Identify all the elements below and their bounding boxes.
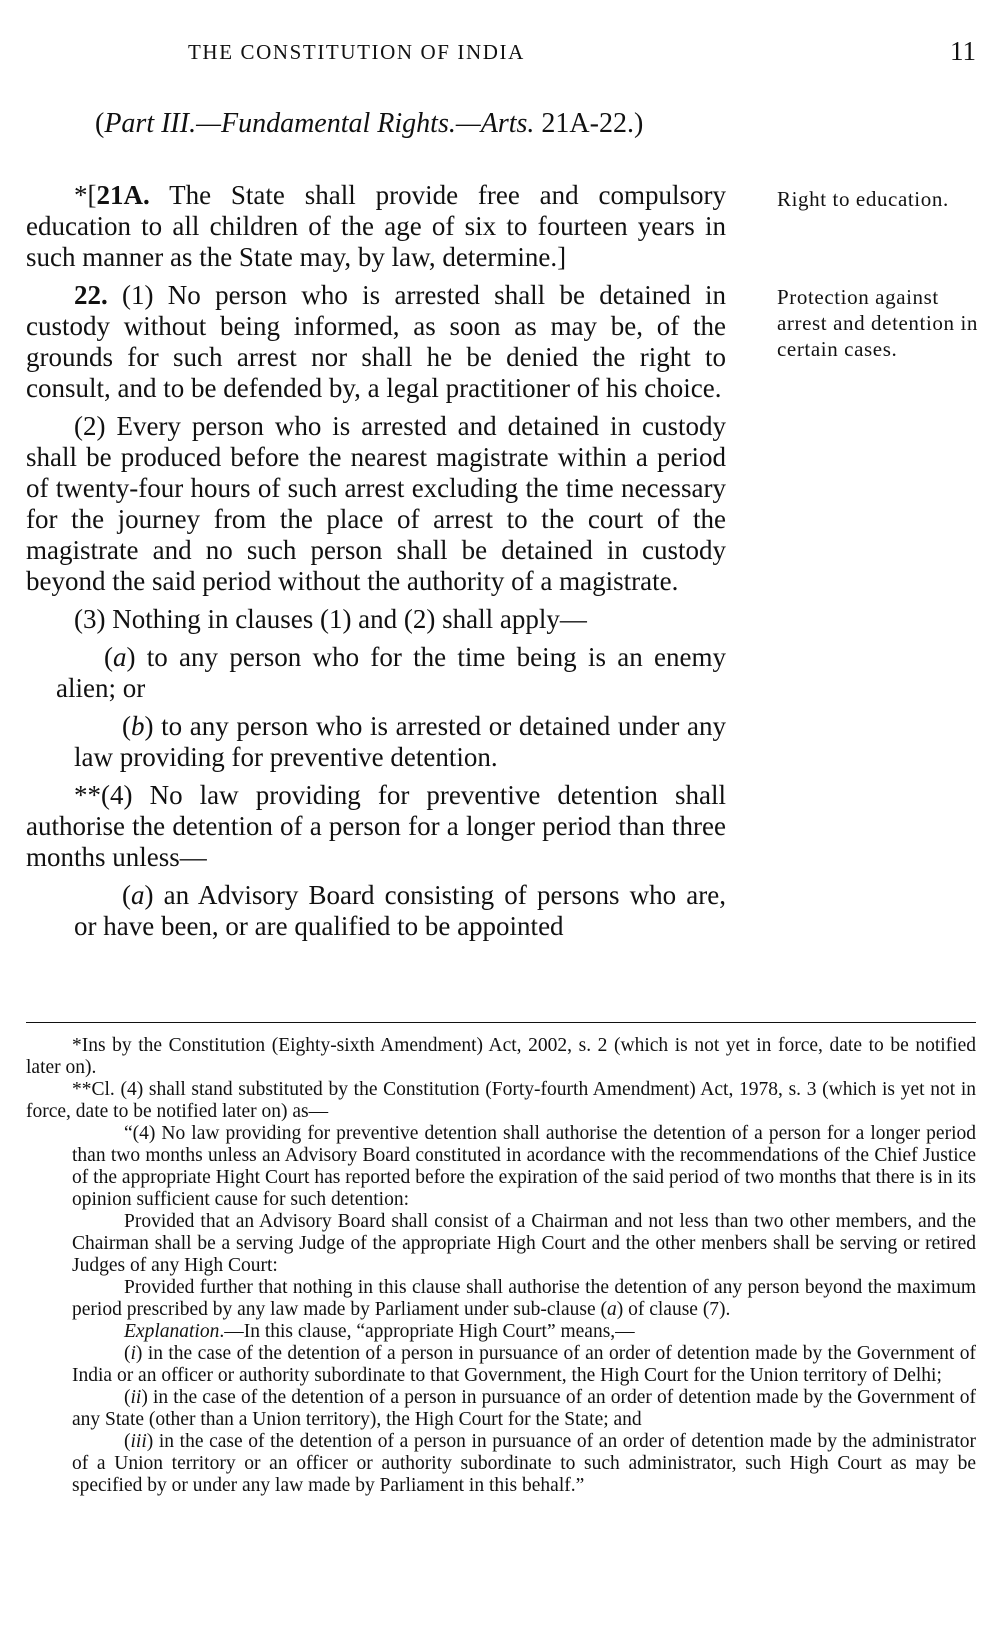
article-21a-number: 21A.	[96, 180, 150, 210]
item-iii-text: ) in the case of the detention of a person in pursuance of an order of detention made by the administrator of a Union territory or an officer or authority subordinate to such administrator, such High Court as may be specified by or under any law made by Parliament in this behalf.”	[72, 1431, 976, 1496]
clause-4-a-label: a	[131, 880, 145, 910]
second-proviso-before: Provided further that nothing in this clause shall authorise the detention of any person beyond the maximum period prescribed by any law made by Parliament under sub-clause (	[72, 1277, 976, 1320]
explanation	[72, 1321, 976, 1343]
article-21a-text: The State shall provide free and compulsory education to all children of the age of six to fourteen years in such manner as the State may, by law, determine.]	[26, 180, 726, 272]
clause-3-b-label: b	[131, 711, 145, 741]
clause-3-a-text: ) to any person who for the time being is an enemy alien; or	[56, 642, 726, 703]
second-proviso	[72, 1277, 976, 1321]
clause-3-a: (a) to any person who for the time being is an enemy alien; or	[56, 642, 726, 703]
article-22-clause-3: (3) Nothing in clauses (1) and (2) shall apply—	[74, 604, 587, 634]
explanation-item-iii: (iii) in the case of the detention of a person in pursuance of an order of detention made by the administrator of a Union territory or an officer or authority subordinate to such administrator, such High Court as may be specified by or under any law made by Parliament in this behalf.”	[72, 1431, 976, 1496]
clause-4-a: (a) an Advisory Board consisting of persons who are, or have been, or are qualified to be appointed	[74, 880, 726, 941]
footnotes	[26, 1035, 976, 1497]
explanation-item-ii: (ii) in the case of the detention of a person in pursuance of an order of detention made by the Government of any State (other than a Union territory), the High Court for the State; and	[72, 1387, 976, 1430]
clause-1-text: (1) No person who is arrested shall be detained in custody without being informed, as soon as may be, of the grounds for such arrest nor shall he be denied the right to consult, and to be defended by, a legal practitioner of his choice.	[26, 280, 726, 403]
explanation-label: Explanation	[124, 1321, 220, 1342]
clause-3-b-text: ) to any person who is arrested or detained under any law providing for preventive detention.	[74, 711, 726, 772]
margin-note-21a: Right to education.	[777, 187, 949, 211]
article-22-clause-2: (2) Every person who is arrested and detained in custody shall be produced before the nearest magistrate within a period of twenty-four hours of such arrest excluding the time necessary for the journey from the place of arrest to the court of the magistrate and no such person shall be detained in custody beyond the said period without the authority of a magistrate.	[26, 411, 726, 596]
clause-4-a-text: ) an Advisory Board consisting of persons who are, or have been, or are qualified to be appointed	[74, 880, 726, 941]
part-heading-italic: Part III.—Fundamental Rights.—Arts.	[104, 108, 535, 139]
explanation-item-i: (i) in the case of the detention of a person in pursuance of an order of detention made by the Government of India or an officer or authority subordinate to that Government, the High Court for the Union territory of Delhi;	[72, 1343, 976, 1386]
main-text-column	[26, 180, 726, 949]
explanation-text: .—In this clause, “appropriate High Court” means,—	[219, 1321, 635, 1342]
footnote-2: **Cl. (4) shall stand substituted by the Constitution (Forty-fourth Amendment) Act, 1978, s. 3 (which is yet not in force, date to be notified later on) as—	[26, 1079, 976, 1122]
article-22-number: 22.	[74, 280, 108, 310]
page-number: 11	[950, 36, 976, 66]
item-ii-text: ) in the case of the detention of a person in pursuance of an order of detention made by the Government of any State (other than a Union territory), the High Court for the State; and	[72, 1387, 976, 1430]
second-proviso-a: a	[606, 1299, 617, 1320]
article-22-clause-4: **(4) No law providing for preventive detention shall authorise the detention of a person for a longer period than three months unless—	[26, 780, 726, 872]
clause-3-b: (b) to any person who is arrested or detained under any law providing for preventive detention.	[74, 711, 726, 772]
article-22-clause-1	[26, 280, 726, 404]
margin-note-22: Protection against arrest and detention in certain cases.	[777, 285, 978, 361]
item-ii-label: ii	[130, 1387, 142, 1408]
second-proviso-after: ) of clause (7).	[616, 1299, 731, 1320]
first-proviso: Provided that an Advisory Board shall consist of a Chairman and not less than two other members, and the Chairman shall be a serving Judge of the appropriate High Court and the other menbers shall be serving or retired Judges of any High Court:	[72, 1211, 976, 1276]
clause-3-a-label: a	[113, 642, 127, 672]
item-i-text: ) in the case of the detention of a person in pursuance of an order of detention made by the Government of India or an officer or authority subordinate to that Government, the High Court for the Union territory of Delhi;	[72, 1343, 976, 1386]
item-iii-label: iii	[130, 1431, 147, 1452]
substituted-clause-4: “(4) No law providing for preventive detention shall authorise the detention of a person for a longer period than two months unless an Advisory Board constituted in acordance with the recommendations of the Chief Justice of the appropriate Hight Court has reported before the expiration of the said period of two months that there is in its opinion sufficient cause for such detention:	[72, 1123, 976, 1210]
article-21a	[26, 180, 726, 273]
footnote-divider	[26, 1022, 976, 1023]
part-heading	[95, 108, 643, 140]
running-title: THE CONSTITUTION OF INDIA	[188, 40, 525, 64]
item-i-label: i	[130, 1343, 136, 1364]
article-21a-prefix: *[	[74, 180, 97, 210]
part-heading-open: (	[95, 108, 105, 139]
part-heading-plain: 21A-22.)	[534, 108, 644, 139]
footnote-1: *Ins by the Constitution (Eighty-sixth Amendment) Act, 2002, s. 2 (which is not yet in force, date to be notified later on).	[26, 1035, 976, 1078]
